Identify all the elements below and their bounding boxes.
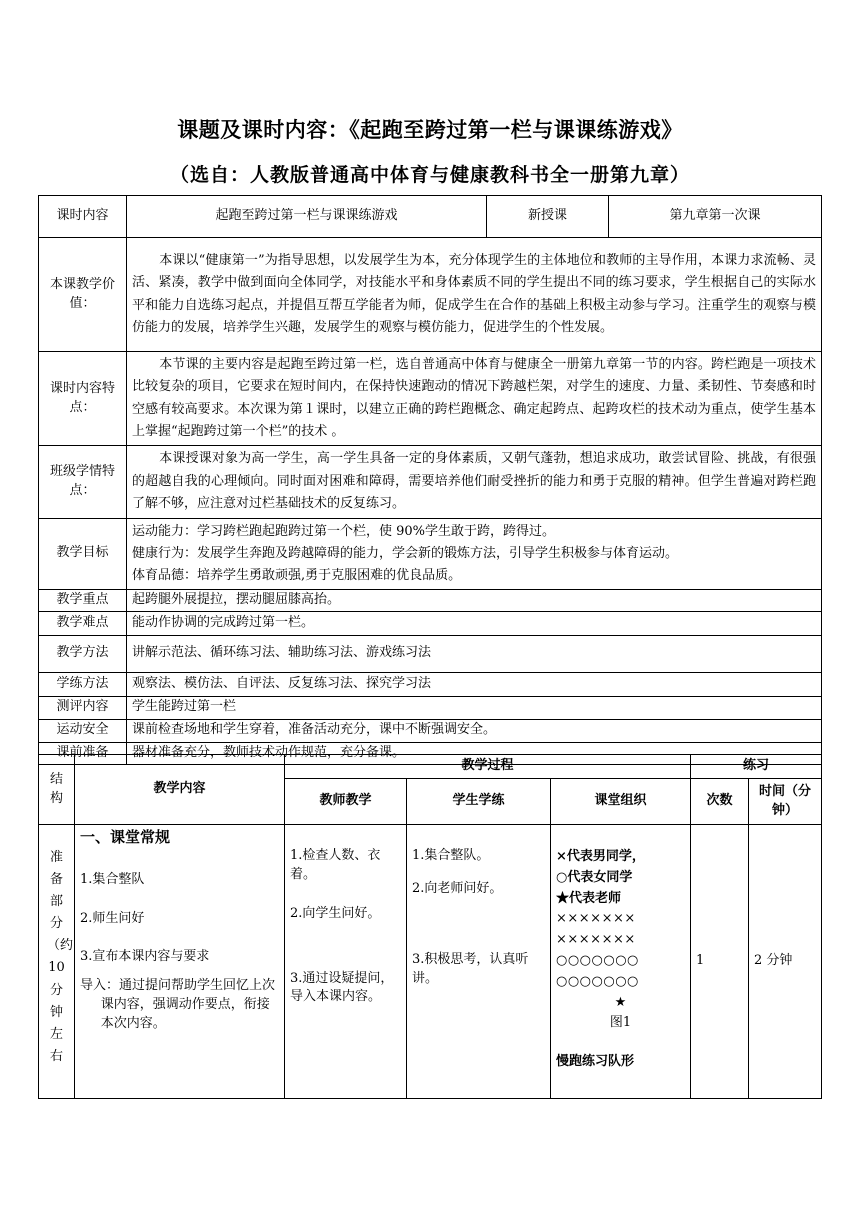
evaluation-text: 学生能跨过第一栏 (127, 696, 822, 719)
formation-row-boys-1: ××××××× (556, 911, 636, 927)
header-teacher: 教师教学 (285, 779, 407, 825)
content-section-title: 一、课堂常规 (80, 828, 171, 846)
header-time: 时间（分钟） (749, 779, 822, 825)
content-features-text: 本节课的主要内容是起跑至跨过第一栏，选自普通高中体育与健康全一册第九章第一节的内容。跨栏跑是一项技术比较复杂的项目，它要求在短时间内，在保持快速跑动的情况下跨越栏架，对学生的速度、力量、柔韧性、节奏感和时空感有较高要求。本次课为第１课时，以建立正确的跨栏跑概念、确定起跨点、起跨攻栏的技术动为重点，使学生基本上掌握“起跑跨过第一个栏”的技术 。 (127, 352, 822, 446)
key-point-text: 起跨腿外展提拉，摆动腿屈膝高抬。 (127, 589, 822, 611)
teacher-preparation (285, 825, 407, 1099)
label-content-features: 课时内容特点： (39, 352, 127, 446)
student-preparation (407, 825, 551, 1099)
goal-health: 健康行为：发展学生奔跑及跨越障碍的能力，学会新的锻炼方法，引导学生积极参与体育运动。 (132, 545, 679, 561)
practice-count: 1 (691, 825, 749, 1099)
header-content: 教学内容 (75, 755, 285, 825)
formation-caption: 慢跑练习队形 (556, 1054, 635, 1070)
formation-row-girls-1: ○○○○○○○ (556, 952, 639, 968)
label-difficult-point: 教学难点 (39, 611, 127, 635)
info-row-goals (39, 518, 822, 589)
legend-girls: ○代表女同学 (556, 869, 633, 885)
info-row-safety (39, 719, 822, 742)
lesson-type: 新授课 (487, 196, 609, 238)
content-item-3: 3.宣布本课内容与要求 (80, 949, 210, 965)
label-preparation: 课前准备 (39, 742, 127, 764)
safety-text: 课前检查场地和学生穿着，准备活动充分，课中不断强调安全。 (127, 719, 822, 742)
legend-teacher: ★代表老师 (556, 890, 622, 906)
figure-label: 图1 (609, 1015, 632, 1031)
teacher-step-3: 3.通过设疑提问，导入本课内容。 (290, 970, 394, 1005)
label-class-features: 班级学情特点： (39, 446, 127, 518)
class-features-text: 本课授课对象为高一学生，高一学生具备一定的身体素质，又朝气蓬勃，想追求成功，敢尝试冒险、挑战，有很强的超越自我的心理倾向。同时面对困难和障碍，需要培养他们耐受挫折的能力和勇于克服的精神。但学生普遍对跨栏跑了解不够，应注意对过栏基础技术的反复练习。 (127, 446, 822, 518)
content-item-1: 1.集合整队 (80, 871, 145, 887)
goal-character: 体育品德：培养学生勇敢顽强,勇于克服困难的优良品质。 (132, 567, 462, 583)
label-teaching-value: 本课教学价值： (39, 238, 127, 352)
formation-row-boys-2: ××××××× (556, 932, 636, 948)
label-evaluation: 测评内容 (39, 696, 127, 719)
process-header-row-1 (39, 755, 822, 779)
content-preparation (75, 825, 285, 1099)
organization-preparation (551, 825, 691, 1099)
label-safety: 运动安全 (39, 719, 127, 742)
info-row-eval (39, 696, 822, 719)
formation-row-girls-2: ○○○○○○○ (556, 973, 639, 989)
student-step-3: 3.积极思考，认真听讲。 (412, 951, 529, 986)
info-row-value (39, 238, 822, 352)
header-practice: 练习 (691, 755, 822, 779)
difficult-point-text: 能动作协调的完成跨过第一栏。 (127, 611, 822, 635)
practice-time: 2 分钟 (749, 825, 822, 1099)
info-row-content (39, 196, 822, 238)
info-table (38, 195, 822, 765)
page-subtitle: （选自：人教版普通高中体育与健康教科书全一册第九章） (169, 164, 690, 186)
lesson-number: 第九章第一次课 (609, 196, 822, 238)
header-student: 学生学练 (407, 779, 551, 825)
student-step-2: 2.向老师问好。 (412, 880, 503, 896)
info-row-difficult (39, 611, 822, 635)
teaching-method-text: 讲解示范法、循环练习法、辅助练习法、游戏练习法 (127, 635, 822, 672)
student-step-1: 1.集合整队。 (412, 848, 490, 863)
process-row-preparation (39, 825, 822, 1099)
structure-preparation: 准备部分（约10分钟左右 (39, 825, 75, 1099)
label-teaching-method: 教学方法 (39, 635, 127, 672)
teacher-step-1: 1.检查人数、衣着。 (290, 848, 381, 882)
lesson-content-value: 起跑至跨过第一栏与课课练游戏 (127, 196, 487, 238)
teaching-goals (127, 518, 822, 589)
info-row-class (39, 446, 822, 518)
header-process: 教学过程 (285, 755, 691, 779)
teaching-value-text: 本课以“健康第一”为指导思想，以发展学生为本，充分体现学生的主体地位和教师的主导作用，本课力求流畅、灵活、紧凑，教学中做到面向全体同学，对技能水平和身体素质不同的学生提出不同的练习要求，学生根据自己的实际水平和能力自选练习起点，并提倡互帮互学能者为师，促成学生在合作的基础上积极主动参与学习。注重学生的观察与模仿能力的发展，培养学生兴趣，发展学生的观察与模仿能力，促进学生的个性发展。 (127, 238, 822, 352)
info-row-method (39, 635, 822, 672)
label-lesson-content: 课时内容 (39, 196, 127, 238)
preparation-text: 器材准备充分，教师技术动作规范，充分备课。 (127, 742, 822, 764)
study-method-text: 观察法、模仿法、自评法、反复练习法、探究学习法 (127, 672, 822, 696)
header-structure: 结构 (39, 755, 75, 825)
header-count: 次数 (691, 779, 749, 825)
legend-boys: ×代表男同学， (556, 849, 645, 864)
info-row-features (39, 352, 822, 446)
teacher-step-2: 2.向学生问好。 (290, 905, 381, 921)
label-study-method: 学练方法 (39, 672, 127, 696)
content-intro: 导入：通过提问帮助学生回忆上次课内容，强调动作要点，衔接本次内容。 (80, 978, 276, 1031)
header-organization: 课堂组织 (551, 779, 691, 825)
page-title: 课题及课时内容：《起跑至跨过第一栏与课课练游戏》 (177, 117, 683, 142)
info-row-study (39, 672, 822, 696)
process-table (38, 754, 822, 1099)
goal-motor: 运动能力：学习跨栏跑起跑跨过第一个栏，使 90%学生敢于跨，跨得过。 (132, 523, 556, 539)
info-row-key (39, 589, 822, 611)
content-item-2: 2.师生问好 (80, 910, 145, 926)
label-key-point: 教学重点 (39, 589, 127, 611)
formation-teacher-star: ★ (614, 994, 627, 1010)
label-teaching-goals: 教学目标 (39, 518, 127, 589)
